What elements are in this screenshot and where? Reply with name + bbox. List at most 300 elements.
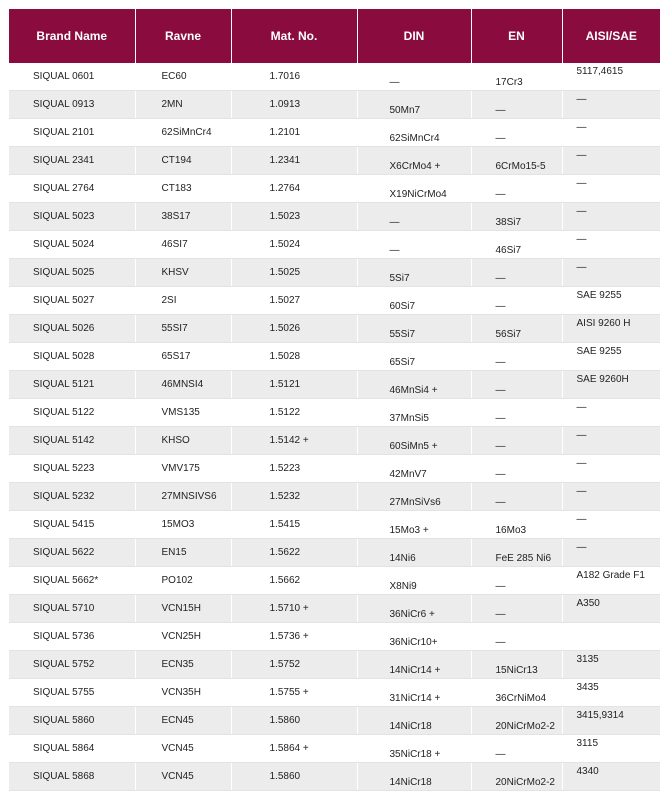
cell-en [471,259,562,287]
table-row [9,455,660,483]
brand-name-value: SIQUAL 5142 [33,435,95,446]
cell-ravne [135,483,231,511]
brand-name-value: SIQUAL 5027 [33,295,95,306]
cell-mat-no [231,651,357,679]
ravne-value: VCN45 [161,771,194,782]
cell-din [357,371,471,399]
ravne-value: VCN25H [161,631,201,642]
cell-ravne [135,399,231,427]
cell-en [471,455,562,483]
cell-ravne [135,763,231,791]
aisi-sae-value: — [576,234,587,245]
mat-no-value: 1.2101 [269,127,301,138]
cell-aisi-sae [562,259,660,287]
cell-din [357,455,471,483]
cell-din [357,483,471,511]
cell-en [471,735,562,763]
cell-din [357,343,471,371]
column-header-aisi-sae[interactable]: AISI/SAE [562,9,660,63]
en-value: 16Mo3 [495,524,527,536]
cell-ravne [135,63,231,91]
cell-mat-no [231,679,357,707]
cell-aisi-sae [562,427,660,455]
cell-ravne [135,91,231,119]
din-value: 36NiCr10+ [389,636,438,648]
en-value: 38Si7 [495,216,522,228]
aisi-sae-value: 3135 [576,654,599,665]
cell-ravne [135,231,231,259]
cell-brand-name [9,511,135,539]
cell-aisi-sae [562,707,660,735]
aisi-sae-value: A182 Grade F1 [576,570,645,581]
en-value: 6CrMo15-5 [495,160,546,172]
cell-din [357,147,471,175]
brand-name-value: SIQUAL 0913 [33,99,95,110]
cell-ravne [135,343,231,371]
cell-ravne [135,679,231,707]
en-value: 56Si7 [495,328,522,340]
aisi-sae-value: — [576,514,587,525]
mat-no-value: 1.5860 [269,771,301,782]
cell-brand-name [9,651,135,679]
cell-din [357,399,471,427]
mat-no-value: 1.5025 [269,267,301,278]
din-value: 60SiMn5 + [389,440,438,452]
cell-mat-no [231,259,357,287]
cell-mat-no [231,539,357,567]
mat-no-value: 1.2341 [269,155,301,166]
din-value: 35NiCr18 + [389,748,441,760]
cell-brand-name [9,735,135,763]
mat-no-value: 1.5864 + [269,743,309,754]
ravne-value: VCN15H [161,603,201,614]
cell-ravne [135,287,231,315]
cell-din [357,735,471,763]
mat-no-value: 1.5121 [269,379,301,390]
brand-name-value: SIQUAL 5662* [33,575,99,586]
din-value: 14Ni6 [389,552,416,564]
table-row [9,175,660,203]
en-value: — [495,636,506,648]
aisi-sae-value: — [576,486,587,497]
ravne-value: 62SiMnCr4 [161,127,212,138]
din-value: 14NiCr18 [389,720,432,732]
aisi-sae-value: 5117,4615 [576,66,624,77]
ravne-value: VCN35H [161,687,201,698]
cell-brand-name [9,119,135,147]
table-row [9,483,660,511]
ravne-value: 15MO3 [161,519,195,530]
mat-no-value: 1.5223 [269,463,301,474]
aisi-sae-value: A350 [576,598,600,609]
din-value: 14NiCr14 + [389,664,441,676]
cell-aisi-sae [562,175,660,203]
cell-en [471,343,562,371]
cell-aisi-sae [562,91,660,119]
brand-name-value: SIQUAL 5755 [33,687,95,698]
table-row [9,539,660,567]
aisi-sae-value: — [576,206,587,217]
table-row [9,595,660,623]
en-value: — [495,580,506,592]
cell-mat-no [231,119,357,147]
cell-en [471,511,562,539]
header-row [9,9,660,63]
cell-ravne [135,455,231,483]
brand-name-value: SIQUAL 5223 [33,463,95,474]
cell-brand-name [9,707,135,735]
aisi-sae-value: — [576,178,587,189]
cell-brand-name [9,63,135,91]
cell-brand-name [9,679,135,707]
aisi-sae-value: SAE 9260H [576,374,629,385]
din-value: 14NiCr18 [389,776,432,788]
cell-brand-name [9,175,135,203]
cell-mat-no [231,231,357,259]
cell-mat-no [231,147,357,175]
cell-din [357,91,471,119]
cell-brand-name [9,315,135,343]
en-value: 20NiCrMo2-2 [495,720,555,732]
aisi-sae-value: — [576,122,587,133]
en-value: — [495,440,506,452]
ravne-value: 46SI7 [161,239,188,250]
aisi-sae-value: 3115 [576,738,599,749]
cell-brand-name [9,203,135,231]
aisi-sae-value: 3435 [576,682,599,693]
cell-aisi-sae [562,371,660,399]
table-row [9,203,660,231]
cell-din [357,259,471,287]
mat-no-value: 1.5023 [269,211,301,222]
cell-din [357,623,471,651]
cell-aisi-sae [562,679,660,707]
mat-no-value: 1.5415 [269,519,301,530]
aisi-sae-value: AISI 9260 H [576,318,631,329]
cell-brand-name [9,623,135,651]
brand-name-value: SIQUAL 5023 [33,211,95,222]
column-header-brand-name[interactable]: Brand Name [9,9,135,63]
cell-din [357,539,471,567]
en-value: — [495,412,506,424]
cell-brand-name [9,763,135,791]
cell-mat-no [231,763,357,791]
din-value: 42MnV7 [389,468,427,480]
table-row [9,315,660,343]
cell-aisi-sae [562,651,660,679]
brand-name-value: SIQUAL 2341 [33,155,95,166]
column-header-din[interactable]: DIN [357,9,471,63]
cell-aisi-sae [562,567,660,595]
en-value: 46Si7 [495,244,522,256]
steel-grade-comparison-table [9,9,660,791]
cell-aisi-sae [562,231,660,259]
cell-mat-no [231,735,357,763]
cell-ravne [135,539,231,567]
din-value: 50Mn7 [389,104,421,116]
cell-en [471,119,562,147]
mat-no-value: 1.5860 [269,715,301,726]
cell-aisi-sae [562,399,660,427]
cell-ravne [135,651,231,679]
mat-no-value: 1.7016 [269,71,301,82]
din-value: X6CrMo4 + [389,160,441,172]
aisi-sae-value [577,629,661,644]
brand-name-value: SIQUAL 5415 [33,519,95,530]
cell-mat-no [231,707,357,735]
cell-en [471,371,562,399]
cell-brand-name [9,91,135,119]
table-row [9,679,660,707]
mat-no-value: 1.2764 [269,183,301,194]
cell-brand-name [9,427,135,455]
en-value: — [495,384,506,396]
cell-aisi-sae [562,455,660,483]
cell-brand-name [9,259,135,287]
table-row [9,147,660,175]
cell-aisi-sae [562,343,660,371]
din-value: 62SiMnCr4 [389,132,440,144]
table-row [9,567,660,595]
ravne-value: 55SI7 [161,323,188,334]
brand-name-value: SIQUAL 5868 [33,771,95,782]
din-value: X8Ni9 [389,580,417,592]
brand-name-value: SIQUAL 5752 [33,659,95,670]
din-value: 5Si7 [389,272,410,284]
brand-name-value: SIQUAL 5864 [33,743,95,754]
aisi-sae-value: — [576,94,587,105]
table-row [9,343,660,371]
cell-ravne [135,707,231,735]
brand-name-value: SIQUAL 2764 [33,183,95,194]
mat-no-value: 1.0913 [269,99,301,110]
cell-en [471,595,562,623]
cell-en [471,231,562,259]
en-value: — [495,496,506,508]
en-value: — [495,608,506,620]
cell-en [471,399,562,427]
ravne-value: EN15 [161,547,187,558]
mat-no-value: 1.5027 [269,295,301,306]
cell-en [471,147,562,175]
din-value: — [389,216,400,228]
mat-no-value: 1.5755 + [269,687,309,698]
aisi-sae-value: 3415,9314 [576,710,624,721]
din-value: 27MnSiVs6 [389,496,441,508]
cell-din [357,707,471,735]
column-header-mat-no[interactable]: Mat. No. [231,9,357,63]
cell-en [471,679,562,707]
table-row [9,259,660,287]
cell-aisi-sae [562,735,660,763]
cell-din [357,511,471,539]
ravne-value: CT183 [161,183,192,194]
brand-name-value: SIQUAL 5122 [33,407,95,418]
mat-no-value: 1.5752 [269,659,301,670]
cell-brand-name [9,483,135,511]
cell-ravne [135,315,231,343]
din-value: — [389,76,400,88]
brand-name-value: SIQUAL 5028 [33,351,95,362]
cell-mat-no [231,63,357,91]
cell-aisi-sae [562,763,660,791]
cell-mat-no [231,623,357,651]
ravne-value: VMS135 [161,407,200,418]
cell-aisi-sae [562,511,660,539]
ravne-value: CT194 [161,155,192,166]
aisi-sae-value: — [576,458,587,469]
en-value: — [495,468,506,480]
cell-mat-no [231,595,357,623]
cell-mat-no [231,483,357,511]
cell-din [357,287,471,315]
cell-mat-no [231,511,357,539]
cell-en [471,623,562,651]
cell-din [357,567,471,595]
cell-aisi-sae [562,623,660,651]
ravne-value: 27MNSIVS6 [161,491,217,502]
cell-en [471,427,562,455]
cell-mat-no [231,343,357,371]
cell-din [357,595,471,623]
cell-en [471,63,562,91]
cell-en [471,707,562,735]
column-header-ravne[interactable]: Ravne [135,9,231,63]
table-row [9,763,660,791]
ravne-value: 2SI [161,295,177,306]
ravne-value: EC60 [161,71,187,82]
din-value: 60Si7 [389,300,416,312]
cell-din [357,763,471,791]
cell-brand-name [9,455,135,483]
cell-din [357,119,471,147]
brand-name-value: SIQUAL 5736 [33,631,95,642]
table-row [9,287,660,315]
en-value: — [495,188,506,200]
din-value: 37MnSi5 [389,412,429,424]
cell-mat-no [231,175,357,203]
cell-en [471,287,562,315]
table-row [9,399,660,427]
brand-name-value: SIQUAL 5024 [33,239,95,250]
en-value: — [495,104,506,116]
aisi-sae-value: — [576,262,587,273]
aisi-sae-value: — [576,150,587,161]
cell-brand-name [9,567,135,595]
table-row [9,119,660,147]
cell-mat-no [231,287,357,315]
cell-ravne [135,595,231,623]
cell-brand-name [9,399,135,427]
cell-aisi-sae [562,287,660,315]
cell-aisi-sae [562,539,660,567]
cell-mat-no [231,399,357,427]
cell-din [357,679,471,707]
ravne-value: VMV175 [161,463,200,474]
brand-name-value: SIQUAL 0601 [33,71,95,82]
cell-mat-no [231,455,357,483]
mat-no-value: 1.5710 + [269,603,309,614]
aisi-sae-value: SAE 9255 [576,290,622,301]
table-row [9,651,660,679]
cell-aisi-sae [562,483,660,511]
en-value: — [495,300,506,312]
cell-ravne [135,259,231,287]
table-row [9,511,660,539]
cell-en [471,175,562,203]
aisi-sae-value: — [576,430,587,441]
cell-din [357,427,471,455]
ravne-value: 46MNSI4 [161,379,204,390]
ravne-value: PO102 [161,575,193,586]
en-value: FeE 285 Ni6 [495,552,552,564]
aisi-sae-value: — [576,402,587,413]
brand-name-value: SIQUAL 2101 [33,127,95,138]
en-value: 17Cr3 [495,76,523,88]
cell-ravne [135,203,231,231]
din-value: 65Si7 [389,356,416,368]
cell-ravne [135,147,231,175]
cell-brand-name [9,539,135,567]
cell-aisi-sae [562,595,660,623]
cell-en [471,315,562,343]
column-header-en[interactable]: EN [471,9,562,63]
din-value: 46MnSi4 + [389,384,438,396]
mat-no-value: 1.5142 + [269,435,309,446]
cell-ravne [135,371,231,399]
cell-aisi-sae [562,63,660,91]
cell-ravne [135,175,231,203]
brand-name-value: SIQUAL 5622 [33,547,95,558]
cell-mat-no [231,427,357,455]
en-value: — [495,132,506,144]
brand-name-value: SIQUAL 5025 [33,267,95,278]
brand-name-value: SIQUAL 5232 [33,491,95,502]
ravne-value: ECN35 [161,659,194,670]
aisi-sae-value: SAE 9255 [576,346,622,357]
table-row [9,427,660,455]
cell-mat-no [231,567,357,595]
table-row [9,707,660,735]
ravne-value: 38S17 [161,211,191,222]
mat-no-value: 1.5662 [269,575,301,586]
cell-ravne [135,511,231,539]
en-value: 36CrNiMo4 [495,692,547,704]
en-value: 20NiCrMo2-2 [495,776,555,788]
brand-name-value: SIQUAL 5121 [33,379,95,390]
brand-name-value: SIQUAL 5710 [33,603,95,614]
ravne-value: 2MN [161,99,183,110]
cell-en [471,539,562,567]
table-row [9,371,660,399]
ravne-value: VCN45 [161,743,194,754]
cell-brand-name [9,147,135,175]
en-value: — [495,748,506,760]
table-body [9,63,660,791]
din-value: 55Si7 [389,328,416,340]
mat-no-value: 1.5736 + [269,631,309,642]
din-value: 36NiCr6 + [389,608,435,620]
cell-en [471,91,562,119]
cell-brand-name [9,343,135,371]
cell-aisi-sae [562,203,660,231]
brand-name-value: SIQUAL 5026 [33,323,95,334]
table-row [9,735,660,763]
en-value: 15NiCr13 [495,664,538,676]
cell-aisi-sae [562,147,660,175]
cell-brand-name [9,231,135,259]
cell-en [471,651,562,679]
